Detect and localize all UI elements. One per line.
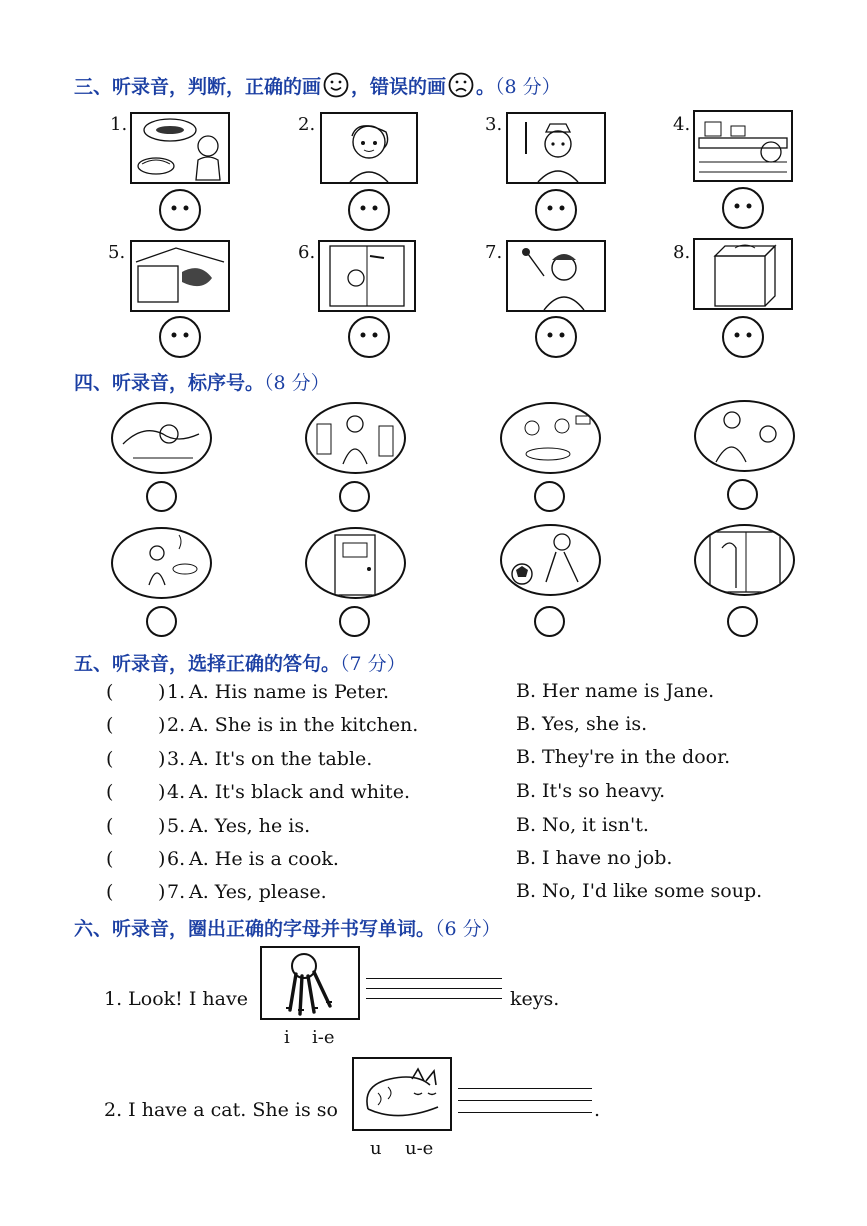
picture-6-window — [318, 240, 416, 312]
letter-option[interactable]: i-e — [312, 1027, 335, 1048]
oval-picture-4 — [694, 400, 795, 472]
option-b: B. It's so heavy. — [516, 780, 666, 802]
oval-picture-7 — [500, 524, 601, 596]
section-3-title-post: 。 — [476, 76, 496, 98]
answer-face-circle[interactable] — [535, 189, 577, 231]
section-3-points: （8 分） — [495, 76, 561, 98]
question-number: 1. — [167, 681, 186, 703]
option-b: B. No, I'd like some soup. — [516, 880, 763, 902]
answer-paren-close: ) — [158, 714, 166, 736]
fill-question-2-after: . — [594, 1099, 601, 1121]
section-3-title-pre: 三、听录音，判断，正确的画 — [74, 76, 322, 98]
question-number: 6. — [167, 848, 186, 870]
answer-paren-open[interactable]: ( — [106, 881, 114, 903]
sad-face-icon — [448, 72, 474, 103]
option-b: B. I have no job. — [516, 847, 673, 869]
answer-face-circle[interactable] — [722, 187, 764, 229]
answer-face-circle[interactable] — [535, 316, 577, 358]
section-6-title — [74, 914, 501, 941]
answer-face-circle[interactable] — [159, 316, 201, 358]
letter-option[interactable]: u — [370, 1138, 382, 1159]
answer-paren-close: ) — [158, 748, 166, 770]
question-number: 5. — [167, 815, 186, 837]
option-b: B. Her name is Jane. — [516, 680, 715, 702]
question-number: 2. — [167, 714, 186, 736]
item-number: 8. — [673, 242, 691, 263]
option-a: A. He is a cook. — [189, 848, 339, 870]
section-6-points: （6 分） — [435, 918, 501, 940]
picture-4-kitchen — [693, 110, 793, 182]
section-5-title-text: 五、听录音，选择正确的答句。 — [74, 653, 341, 675]
option-b: B. They're in the door. — [516, 746, 731, 768]
answer-paren-close: ) — [158, 681, 166, 703]
answer-paren-close: ) — [158, 881, 166, 903]
answer-number-circle[interactable] — [727, 479, 758, 510]
item-number: 7. — [485, 242, 503, 263]
picture-5-table — [130, 240, 230, 312]
answer-face-circle[interactable] — [159, 189, 201, 231]
oval-picture-5 — [111, 527, 212, 599]
item-number: 4. — [673, 114, 691, 135]
answer-paren-open[interactable]: ( — [106, 815, 114, 837]
section-4-title-text: 四、听录音，标序号。 — [74, 372, 265, 394]
section-4-points: （8 分） — [264, 372, 330, 394]
answer-number-circle[interactable] — [534, 481, 565, 512]
option-a: A. Yes, please. — [189, 881, 327, 903]
question-number: 4. — [167, 781, 186, 803]
section-4-title — [74, 368, 330, 395]
letter-option[interactable]: i — [284, 1027, 290, 1048]
answer-face-circle[interactable] — [348, 189, 390, 231]
smiley-face-icon — [323, 72, 349, 103]
answer-number-circle[interactable] — [146, 481, 177, 512]
sleeping-cat-icon — [354, 1059, 450, 1129]
section-3-title-mid: ，错误的画 — [351, 76, 447, 98]
answer-paren-open[interactable]: ( — [106, 748, 114, 770]
option-a: A. It's on the table. — [189, 748, 373, 770]
option-a: A. His name is Peter. — [189, 681, 390, 703]
answer-paren-open[interactable]: ( — [106, 848, 114, 870]
answer-face-circle[interactable] — [348, 316, 390, 358]
answer-paren-open[interactable]: ( — [106, 681, 114, 703]
option-b: B. No, it isn't. — [516, 814, 649, 836]
question-number: 3. — [167, 748, 186, 770]
oval-picture-8 — [694, 524, 795, 596]
item-number: 1. — [110, 114, 128, 135]
item-number: 2. — [298, 114, 316, 135]
picture-7-boy — [506, 240, 606, 312]
answer-number-circle[interactable] — [339, 481, 370, 512]
fill-question-1: 1. Look! I have — [104, 988, 248, 1010]
option-a: A. Yes, he is. — [189, 815, 311, 837]
item-number: 5. — [108, 242, 126, 263]
section-6-title-text: 六、听录音，圈出正确的字母并书写单词。 — [74, 918, 436, 940]
answer-paren-close: ) — [158, 848, 166, 870]
oval-picture-2 — [305, 402, 406, 474]
fill-question-2: 2. I have a cat. She is so — [104, 1099, 338, 1121]
letter-option[interactable]: u-e — [405, 1138, 434, 1159]
keys-picture — [260, 946, 360, 1020]
picture-3-nurse — [506, 112, 606, 184]
item-number: 6. — [298, 242, 316, 263]
cat-picture — [352, 1057, 452, 1131]
answer-number-circle[interactable] — [727, 606, 758, 637]
option-a: A. She is in the kitchen. — [189, 714, 419, 736]
answer-number-circle[interactable] — [146, 606, 177, 637]
section-5-title — [74, 649, 406, 676]
answer-paren-close: ) — [158, 815, 166, 837]
picture-1-food — [130, 112, 230, 184]
oval-picture-3 — [500, 402, 601, 474]
section-5-points: （7 分） — [340, 653, 406, 675]
answer-paren-open[interactable]: ( — [106, 714, 114, 736]
picture-8-fridge — [693, 238, 793, 310]
oval-picture-6 — [305, 527, 406, 599]
section-3-title — [74, 72, 561, 103]
oval-picture-1 — [111, 402, 212, 474]
option-a: A. It's black and white. — [189, 781, 410, 803]
answer-paren-close: ) — [158, 781, 166, 803]
answer-paren-open[interactable]: ( — [106, 781, 114, 803]
picture-2-girl — [320, 112, 418, 184]
question-number: 7. — [167, 881, 186, 903]
item-number: 3. — [485, 114, 503, 135]
keys-icon — [262, 948, 358, 1018]
fill-question-1-after: keys. — [510, 988, 560, 1010]
writing-lines[interactable] — [366, 972, 502, 1012]
answer-number-circle[interactable] — [534, 606, 565, 637]
answer-number-circle[interactable] — [339, 606, 370, 637]
writing-lines[interactable] — [458, 1084, 592, 1124]
option-b: B. Yes, she is. — [516, 713, 648, 735]
answer-face-circle[interactable] — [722, 316, 764, 358]
